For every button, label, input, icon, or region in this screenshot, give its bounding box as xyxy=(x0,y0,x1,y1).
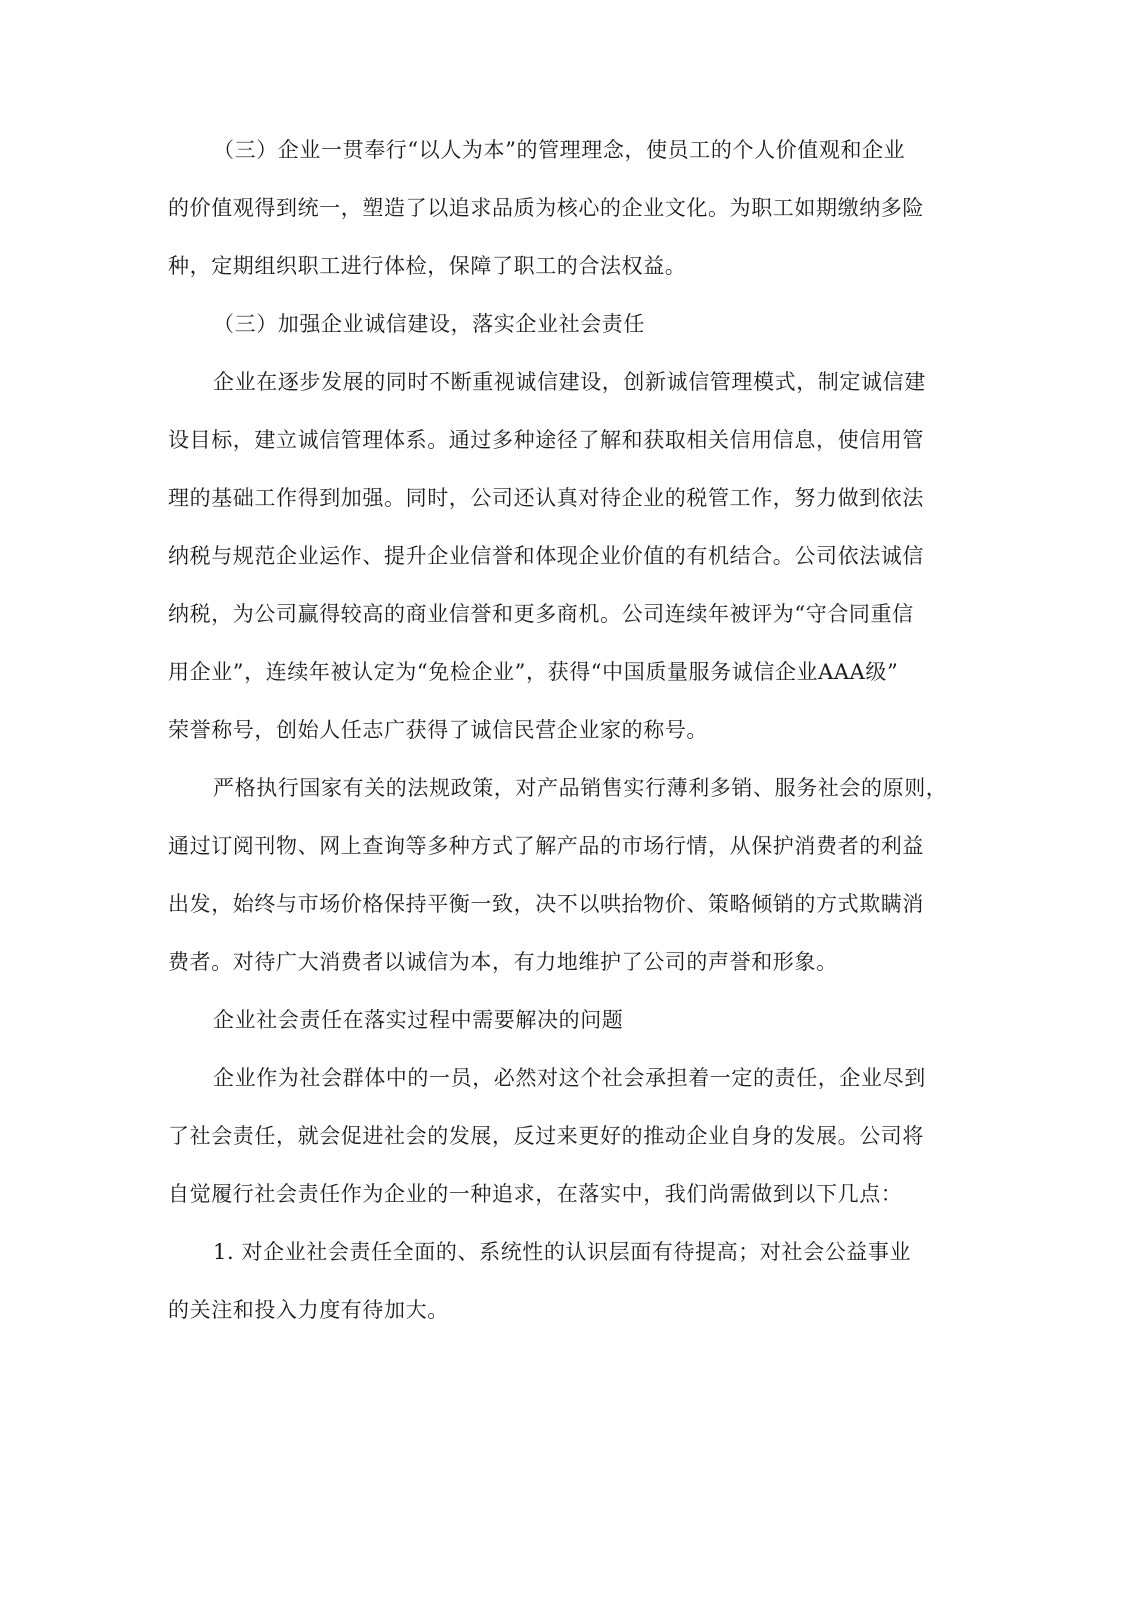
text-line: 出发，始终与市场价格保持平衡一致，决不以哄抬物价、策略倾销的方式欺瞒消 xyxy=(168,892,924,916)
text-line: 纳税与规范企业运作、提升企业信誉和体现企业价值的有机结合。公司依法诚信 xyxy=(168,544,924,568)
document-page xyxy=(168,128,948,1346)
text-line: 种，定期组织职工进行体检，保障了职工的合法权益。 xyxy=(168,254,687,278)
section-heading-issues xyxy=(168,998,942,1056)
text-line: 通过订阅刊物、网上查询等多种方式了解产品的市场行情，从保护消费者的利益 xyxy=(168,834,924,858)
text-line: 的关注和投入力度有待加大。 xyxy=(168,1298,449,1322)
text-line: 理的基础工作得到加强。同时，公司还认真对待企业的税管工作，努力做到依法 xyxy=(168,486,924,510)
heading-line: （三）加强企业诚信建设，落实企业社会责任 xyxy=(213,312,645,336)
paragraph-employee-welfare xyxy=(168,128,942,302)
paragraph-integrity-building xyxy=(168,360,942,766)
text-line: 纳税，为公司赢得较高的商业信誉和更多商机。公司连续年被评为“守合同重信 xyxy=(168,602,914,626)
text-line: 企业作为社会群体中的一员，必然对这个社会承担着一定的责任，企业尽到 xyxy=(213,1066,926,1090)
text-line: 了社会责任，就会促进社会的发展，反过来更好的推动企业自身的发展。公司将 xyxy=(168,1124,924,1148)
section-heading-integrity xyxy=(168,302,942,360)
text-line: 设目标，建立诚信管理体系。通过多种途径了解和获取相关信用信息，使信用管 xyxy=(168,428,924,452)
paragraph-social-responsibility xyxy=(168,1056,942,1230)
text-line: 的价值观得到统一，塑造了以追求品质为核心的企业文化。为职工如期缴纳多险 xyxy=(168,196,924,220)
paragraph-pricing-policy xyxy=(168,766,948,998)
text-line: （三）企业一贯奉行“以人为本”的管理理念，使员工的个人价值观和企业 xyxy=(213,138,906,162)
text-line: 严格执行国家有关的法规政策，对产品销售实行薄利多销、服务社会的原则， xyxy=(213,776,948,800)
text-line: 1. 对企业社会责任全面的、系统性的认识层面有待提高；对社会公益事业 xyxy=(213,1240,912,1264)
text-line: 荣誉称号，创始人任志广获得了诚信民营企业家的称号。 xyxy=(168,718,708,742)
text-line: 用企业”，连续年被认定为“免检企业”，获得“中国质量服务诚信企业AAA级” xyxy=(168,660,899,684)
text-line: 费者。对待广大消费者以诚信为本，有力地维护了公司的声誉和形象。 xyxy=(168,950,838,974)
list-item-1 xyxy=(168,1230,942,1346)
text-line: 自觉履行社会责任作为企业的一种追求，在落实中，我们尚需做到以下几点： xyxy=(168,1182,903,1206)
text-line: 企业在逐步发展的同时不断重视诚信建设，创新诚信管理模式，制定诚信建 xyxy=(213,370,926,394)
heading-line: 企业社会责任在落实过程中需要解决的问题 xyxy=(213,1008,624,1032)
